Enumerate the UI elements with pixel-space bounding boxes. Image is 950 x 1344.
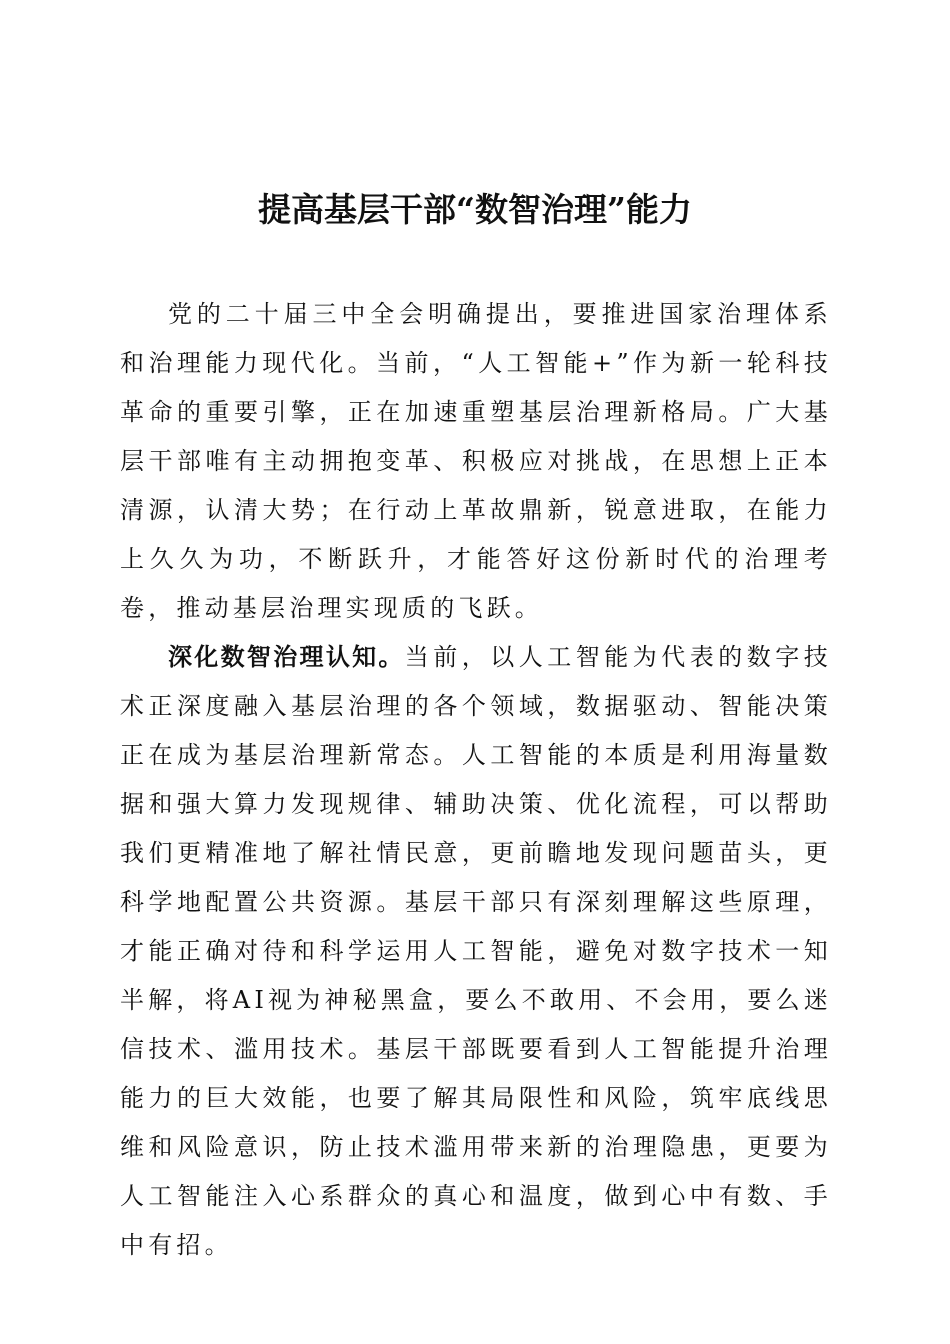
paragraph-intro <box>120 290 832 633</box>
paragraph-intro-text: 党的二十届三中全会明确提出，要推进国家治理体系和治理能力现代化。当前，“人工智能+”作为新一轮科技革命的重要引擎，正在加速重塑基层治理新格局。广大基层干部唯有主动拥抱变革、积极应对挑战，在思想上正本清源，认清大势；在行动上革故鼎新，锐意进取，在能力上久久为功，不断跃升，才能答好这份新时代的治理考卷，推动基层治理实现质的飞跃。 <box>120 300 832 622</box>
section-heading: 深化数智治理认知。 <box>168 643 405 671</box>
paragraph-section-1-text: 当前，以人工智能为代表的数字技术正深度融入基层治理的各个领域，数据驱动、智能决策正在成为基层治理新常态。人工智能的本质是利用海量数据和强大算力发现规律、辅助决策、优化流程，可以帮助我们更精准地了解社情民意，更前瞻地发现问题苗头，更科学地配置公共资源。基层干部只有深刻理解这些原理，才能正确对待和科学运用人工智能，避免对数字技术一知半解，将AI视为神秘黑盒，要么不敢用、不会用，要么迷信技术、滥用技术。基层干部既要看到人工智能提升治理能力的巨大效能，也要了解其局限性和风险，筑牢底线思维和风险意识，防止技术滥用带来新的治理隐患，更要为人工智能注入心系群众的真心和温度，做到心中有数、手中有招。 <box>120 643 833 1259</box>
document-title: 提高基层干部“数智治理”能力 <box>258 190 692 229</box>
paragraph-section-1 <box>120 633 832 1270</box>
document-body <box>120 290 832 1270</box>
